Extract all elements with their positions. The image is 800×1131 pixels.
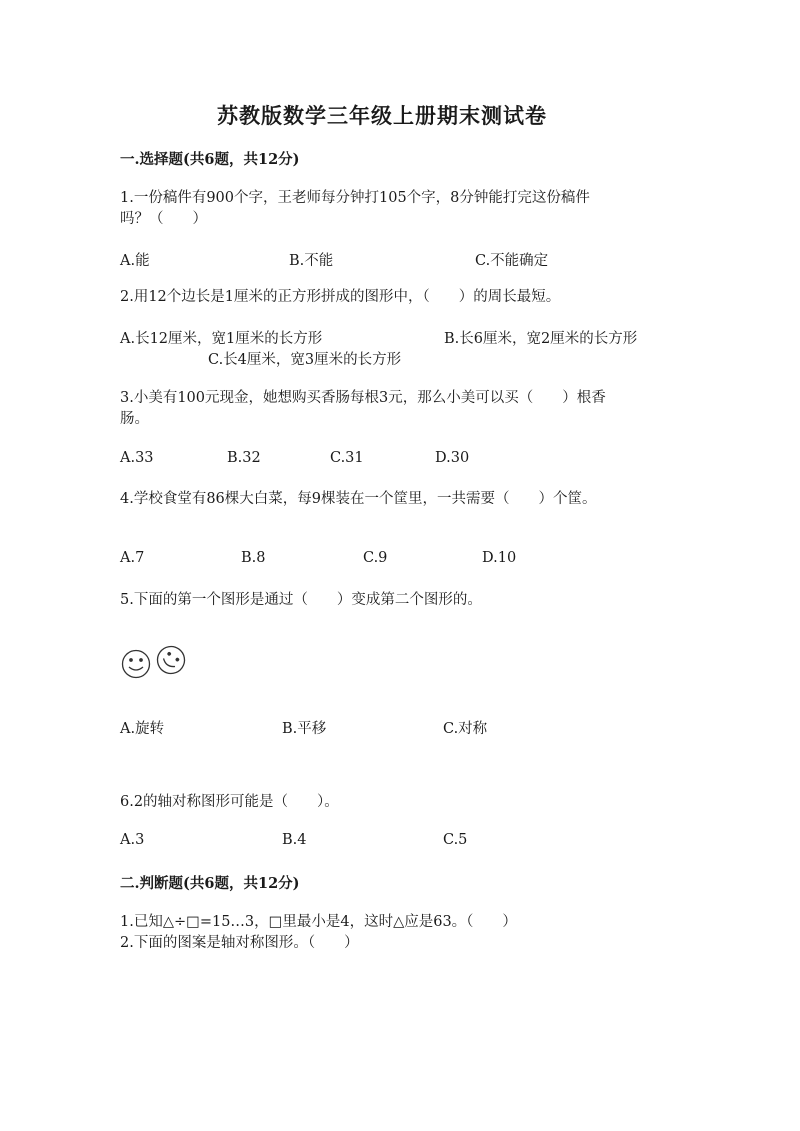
question-5-option-a[interactable]: A.旋转 [120,721,165,737]
question-1-line-1: 1.一份稿件有900个字，王老师每分钟打105个字，8分钟能打完这份稿件 [120,190,590,206]
question-4-line-1: 4.学校食堂有86棵大白菜，每9棵装在一个筐里，一共需要（ ）个筐。 [120,491,597,507]
question-4-option-b[interactable]: B.8 [241,550,266,566]
question-5-option-b[interactable]: B.平移 [282,721,327,737]
rotated-smiley-face-icon [152,644,190,679]
question-6-option-a[interactable]: A.3 [120,832,145,848]
page-title: 苏教版数学三年级上册期末测试卷 [217,103,547,128]
question-3-option-a[interactable]: A.33 [120,450,154,466]
section-heading-choice: 一.选择题(共6题，共12分) [120,151,300,168]
question-6-line-1: 6.2的轴对称图形可能是（ ）。 [120,794,339,810]
judgement-question-2: 2.下面的图案是轴对称图形。（ ） [120,935,359,951]
question-2-option-a[interactable]: A.长12厘米，宽1厘米的长方形 [120,331,323,347]
question-4-option-c[interactable]: C.9 [363,550,388,566]
question-5-line-1: 5.下面的第一个图形是通过（ ）变成第二个图形的。 [120,592,482,608]
question-2-option-c[interactable]: C.长4厘米，宽3厘米的长方形 [208,352,402,368]
question-1-option-b[interactable]: B.不能 [289,253,334,269]
smiley-faces-figure [120,644,190,680]
question-3-option-c[interactable]: C.31 [330,450,364,466]
question-4-option-d[interactable]: D.10 [482,550,517,566]
question-1-option-a[interactable]: A.能 [120,253,150,269]
smiley-face-icon [123,651,150,678]
question-2-option-b[interactable]: B.长6厘米，宽2厘米的长方形 [444,331,638,347]
judgement-question-1: 1.已知△÷□=15…3，□里最小是4，这时△应是63。（ ） [120,914,517,930]
question-4-option-a[interactable]: A.7 [120,550,145,566]
question-3-option-b[interactable]: B.32 [227,450,261,466]
question-5-option-c[interactable]: C.对称 [443,721,488,737]
question-6-option-c[interactable]: C.5 [443,832,468,848]
question-1-line-2: 吗？（ ） [120,211,207,227]
question-2-line-1: 2.用12个边长是1厘米的正方形拼成的图形中，（ ）的周长最短。 [120,289,561,305]
section-heading-judgement: 二.判断题(共6题，共12分) [120,875,300,892]
question-6-option-b[interactable]: B.4 [282,832,307,848]
question-3-line-1: 3.小美有100元现金，她想购买香肠每根3元，那么小美可以买（ ）根香 [120,390,606,406]
question-1-option-c[interactable]: C.不能确定 [475,253,549,269]
question-3-line-2: 肠。 [120,411,149,427]
question-3-option-d[interactable]: D.30 [435,450,470,466]
